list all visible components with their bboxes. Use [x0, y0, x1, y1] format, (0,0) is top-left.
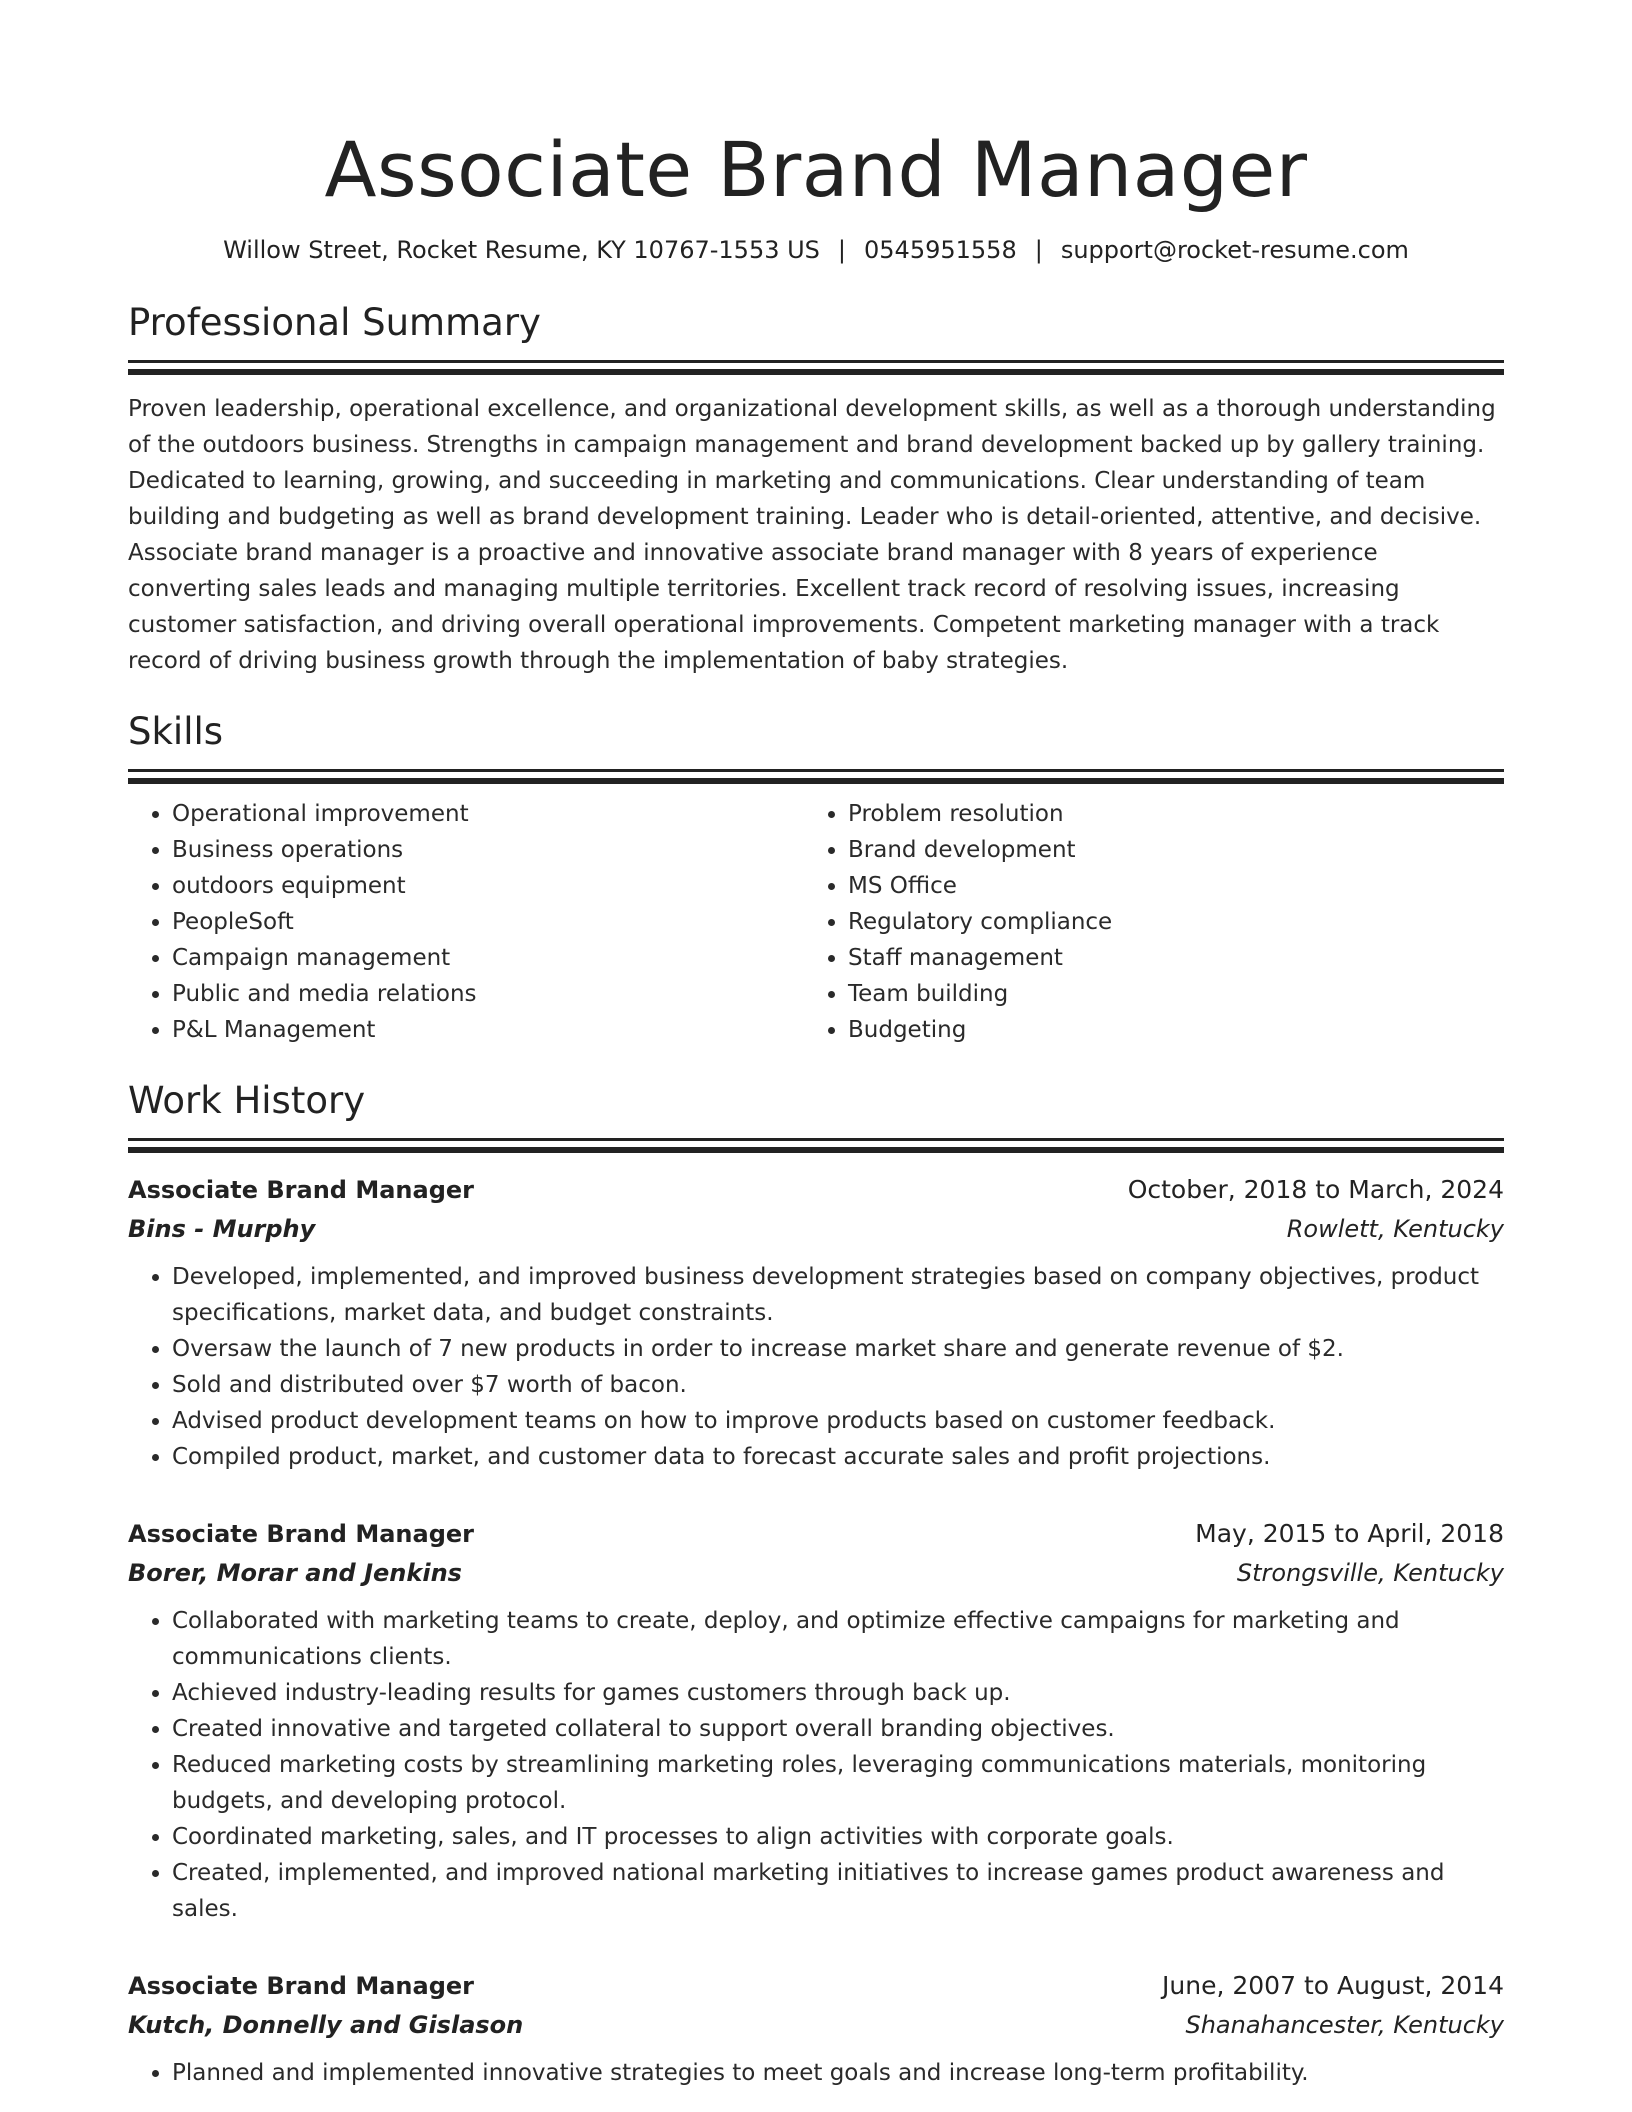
- skill-item: • Operational improvement: [172, 796, 804, 832]
- skill-item: • outdoors equipment: [172, 868, 804, 904]
- job-bullets: [128, 2055, 1504, 2091]
- job-header-row: [128, 1171, 1504, 1209]
- job-company: Bins - Murphy: [128, 1215, 316, 1243]
- contact-phone: 0545951558: [864, 236, 1017, 264]
- job-bullet: • Created, implemented, and improved national marketing initiatives to increase games product awareness and sales.: [172, 1855, 1504, 1927]
- job-location: Strongsville, Kentucky: [1236, 1559, 1504, 1587]
- job-company: Borer, Morar and Jenkins: [128, 1559, 462, 1587]
- skills-column-right: [804, 796, 1480, 1048]
- job-company-row: [128, 2005, 1504, 2045]
- skill-item: • Brand development: [848, 832, 1480, 868]
- job-company-row: [128, 1209, 1504, 1249]
- section-divider-thick: [128, 778, 1504, 784]
- skills-column-left: [128, 796, 804, 1048]
- skill-item: • PeopleSoft: [172, 904, 804, 940]
- job-entry: [128, 1515, 1504, 1927]
- section-title-summary: Professional Summary: [128, 301, 541, 344]
- section-divider-thick: [128, 369, 1504, 375]
- skill-item: • Staff management: [848, 940, 1480, 976]
- skill-item: • Public and media relations: [172, 976, 804, 1012]
- skill-item: • P&L Management: [172, 1012, 804, 1048]
- job-location: Rowlett, Kentucky: [1286, 1215, 1504, 1243]
- job-bullet: • Collaborated with marketing teams to create, deploy, and optimize effective campaigns for marketing and communications clients.: [172, 1603, 1504, 1675]
- job-dates: October, 2018 to March, 2024: [1127, 1175, 1504, 1204]
- job-location: Shanahancester, Kentucky: [1185, 2011, 1504, 2039]
- resume-name: Associate Brand Manager: [324, 125, 1308, 214]
- job-company-row: [128, 1553, 1504, 1593]
- skill-item: • Budgeting: [848, 1012, 1480, 1048]
- job-dates: May, 2015 to April, 2018: [1195, 1519, 1504, 1548]
- section-divider: [128, 769, 1504, 772]
- job-bullet: • Planned and implemented innovative strategies to meet goals and increase long-term profitability.: [172, 2055, 1504, 2091]
- job-bullet: • Advised product development teams on how to improve products based on customer feedback.: [172, 1403, 1504, 1439]
- job-bullet: • Developed, implemented, and improved business development strategies based on company objectives, product specifications, market data, and budget constraints.: [172, 1259, 1504, 1331]
- job-bullet: • Coordinated marketing, sales, and IT processes to align activities with corporate goals.: [172, 1819, 1504, 1855]
- skill-item: • Problem resolution: [848, 796, 1480, 832]
- job-company: Kutch, Donnelly and Gislason: [128, 2011, 524, 2039]
- contact-email: support@rocket-resume.com: [1060, 236, 1409, 264]
- skill-item: • Regulatory compliance: [848, 904, 1480, 940]
- job-bullet: • Oversaw the launch of 7 new products in order to increase market share and generate revenue of $2.: [172, 1331, 1504, 1367]
- job-title: Associate Brand Manager: [128, 1176, 474, 1204]
- job-bullet: • Reduced marketing costs by streamlining marketing roles, leveraging communications materials, monitoring budgets, and developing protocol.: [172, 1747, 1504, 1819]
- job-bullet: • Created innovative and targeted collateral to support overall branding objectives.: [172, 1711, 1504, 1747]
- summary-text: Proven leadership, operational excellence, and organizational development skills, as well as a thorough understanding of the outdoors business. Strengths in campaign management and brand development backed up by gallery training. Dedicated to learning, growing, and succeeding in marketing and communications. Clear understanding of team building and budgeting as well as brand development training. Leader who is detail-oriented, attentive, and decisive. Associate brand manager is a proactive and innovative associate brand manager with 8 years of experience converting sales leads and managing multiple territories. Excellent track record of resolving issues, increasing customer satisfaction, and driving overall operational improvements. Competent marketing manager with a track record of driving business growth through the implementation of baby strategies.: [128, 396, 1496, 674]
- section-divider: [128, 1138, 1504, 1141]
- section-title-work-history: Work History: [128, 1079, 366, 1122]
- skill-item: • Campaign management: [172, 940, 804, 976]
- job-header-row: [128, 1515, 1504, 1553]
- section-divider: [128, 360, 1504, 363]
- job-bullet: • Sold and distributed over $7 worth of bacon.: [172, 1367, 1504, 1403]
- job-bullet: • Achieved industry-leading results for games customers through back up.: [172, 1675, 1504, 1711]
- contact-address: Willow Street, Rocket Resume, KY 10767-1553 US: [223, 236, 820, 264]
- job-entry: [128, 1171, 1504, 1475]
- contact-separator: |: [1034, 236, 1043, 264]
- job-title: Associate Brand Manager: [128, 1972, 474, 2000]
- contact-line: [128, 234, 1504, 266]
- job-header-row: [128, 1967, 1504, 2005]
- skills-list: [128, 796, 1504, 1048]
- job-entry: [128, 1967, 1504, 2091]
- skill-item: • Business operations: [172, 832, 804, 868]
- skill-item: • MS Office: [848, 868, 1480, 904]
- skill-item: • Team building: [848, 976, 1480, 1012]
- section-divider-thick: [128, 1147, 1504, 1153]
- job-title: Associate Brand Manager: [128, 1520, 474, 1548]
- job-bullets: [128, 1259, 1504, 1475]
- contact-separator: |: [837, 236, 847, 264]
- job-bullet: • Compiled product, market, and customer data to forecast accurate sales and profit projections.: [172, 1439, 1504, 1475]
- job-dates: June, 2007 to August, 2014: [1162, 1971, 1504, 2000]
- resume-page: [128, 0, 1504, 2091]
- section-title-skills: Skills: [128, 710, 224, 753]
- job-bullets: [128, 1603, 1504, 1927]
